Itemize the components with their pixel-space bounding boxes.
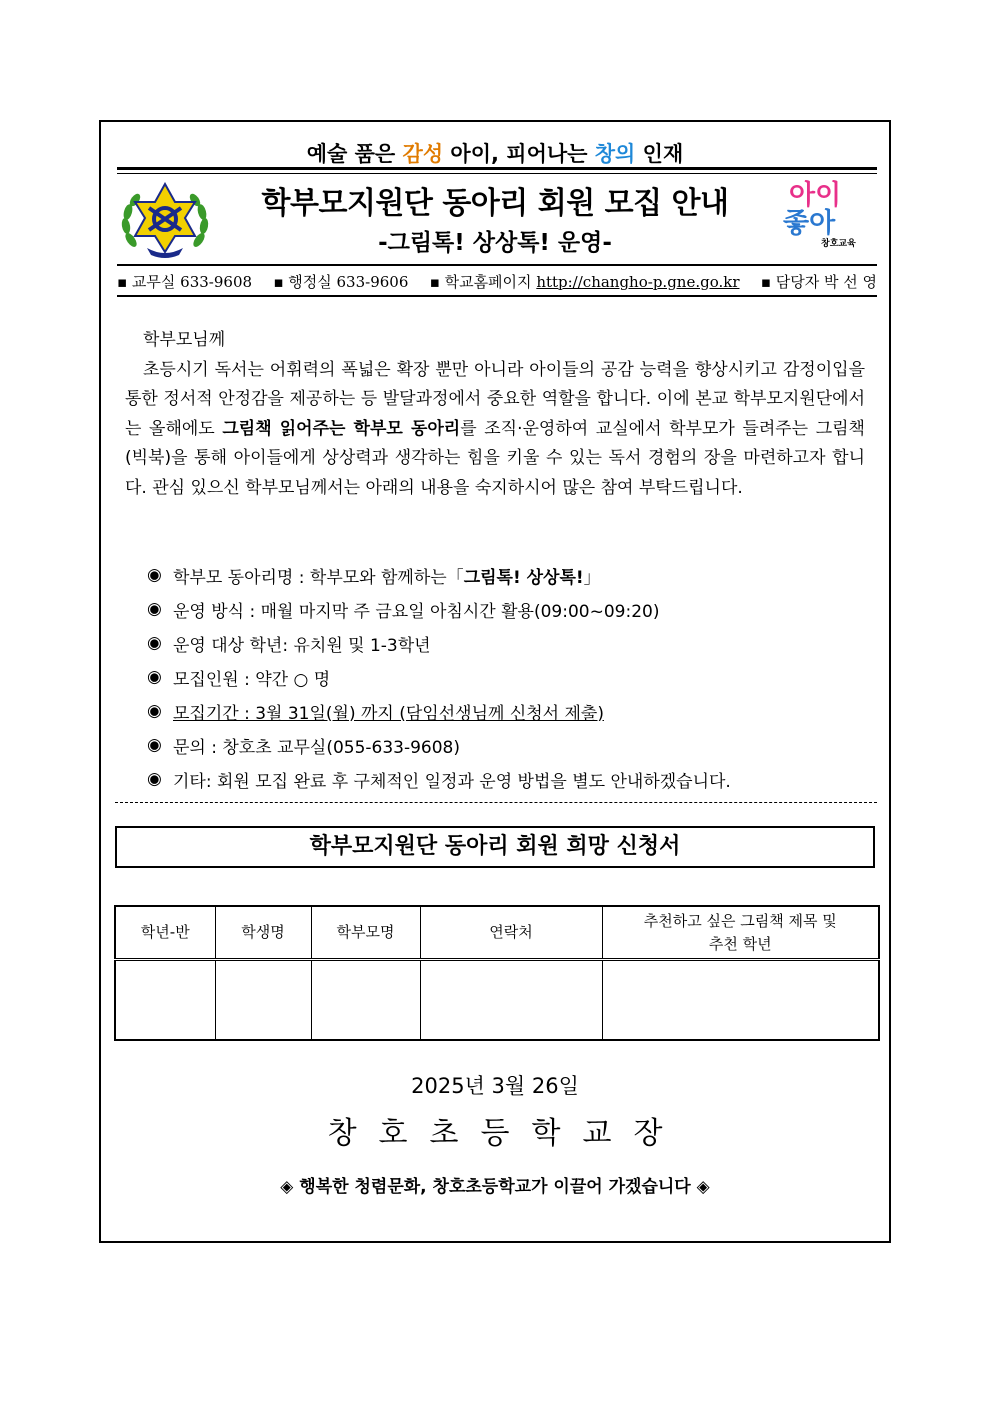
motto-text: 인재 [635, 142, 684, 166]
motto-highlight-emotion: 감성 [402, 142, 444, 166]
principal-signature: 창호초등학교장 [327, 1116, 685, 1151]
table-header-row [115, 906, 879, 960]
cell-recommendation-input[interactable] [602, 960, 879, 1041]
bullet-icon: ◉ [147, 667, 162, 687]
item-text: 」 [583, 567, 601, 588]
application-table [114, 905, 880, 1041]
letter-greeting: 학부모님께 [143, 330, 226, 350]
list-item [147, 728, 731, 762]
document-frame [99, 120, 891, 1243]
item-text: 기타: 회원 모집 완료 후 구체적인 일정과 운영 방법을 별도 안내하겠습니다. [173, 771, 731, 792]
letter-body [125, 326, 865, 503]
paragraph-text: 를 조직·운영하여 교실에서 학부모가 들려주는 그림책(빅북)을 통해 아이들에게 상상력과 생각하는 힘을 키울 수 있는 독서 경험의 장을 마련하고자 합니다. 관심 있으신 학부모님께서는 아래의 내용을 숙지하시어 많은 참여 부탁드립니다. [125, 418, 865, 498]
contact-office: ▪ 교무실 633-9608 [117, 272, 253, 291]
list-item [147, 592, 731, 626]
header-rule-thin [117, 173, 877, 174]
program-logo [783, 182, 873, 262]
contact-homepage [430, 271, 740, 292]
cut-line [115, 802, 877, 803]
cell-parent-input[interactable] [311, 960, 420, 1041]
bullet-icon: ◉ [147, 701, 162, 721]
header-rule [117, 167, 877, 170]
cell-student-input[interactable] [215, 960, 311, 1041]
logo-caption: 창호교육 [821, 239, 856, 249]
motto-text: 예술 품은 [306, 142, 403, 166]
bullet-icon: ◉ [147, 735, 162, 755]
document-date: 2025년 3월 26일 [411, 1074, 579, 1098]
column-header-parent: 학부모명 [311, 906, 420, 960]
footer-slogan: ◈ 행복한 청렴문화, 창호초등학교가 이끌어 가겠습니다 ◈ [280, 1177, 710, 1197]
item-text: 문의 : 창호초 교무실(055-633-9608) [173, 737, 461, 758]
bullet-icon: ◉ [147, 769, 162, 789]
homepage-link[interactable]: http://changho-p.gne.go.kr [536, 272, 740, 291]
school-motto [101, 138, 889, 168]
info-list [147, 558, 731, 796]
motto-highlight-creativity: 창의 [594, 142, 636, 166]
item-text: 모집인원 : 약간 ○ 명 [173, 669, 331, 690]
motto-text: 아이, 피어나는 [443, 142, 595, 166]
list-item [147, 626, 731, 660]
item-text: 학부모 동아리명 : 학부모와 함께하는「 [173, 567, 464, 588]
item-text: 모집기간 : 3월 31일(월) 까지 (담임선생님께 신청서 제출) [173, 703, 604, 724]
column-header-recommendation [602, 906, 879, 960]
page-title: 학부모지원단 동아리 회원 모집 안내 [261, 186, 729, 221]
list-item [147, 660, 731, 694]
header-line: 추천 학년 [708, 934, 772, 953]
table-row [115, 960, 879, 1041]
contact-manager: ▪ 담당자 박 선 영 [760, 272, 877, 291]
cell-contact-input[interactable] [420, 960, 602, 1041]
header-line: 추천하고 싶은 그림책 제목 및 [643, 911, 837, 930]
contact-bar [117, 269, 877, 293]
list-item [147, 762, 731, 796]
item-text: 운영 방식 : 매월 마지막 주 금요일 아침시간 활용(09:00~09:20) [173, 601, 660, 622]
bullet-icon: ◉ [147, 565, 162, 585]
column-header-student: 학생명 [215, 906, 311, 960]
homepage-label: ▪ 학교홈페이지 [429, 272, 537, 291]
logo-text-top: 아이 [789, 180, 842, 211]
list-item [147, 558, 731, 592]
header-bottom-rule [117, 264, 877, 266]
letter-paragraph [125, 356, 865, 504]
contact-admin: ▪ 행정실 633-9606 [273, 272, 409, 291]
form-title: 학부모지원단 동아리 회원 희망 신청서 [115, 826, 875, 868]
item-text: 운영 대상 학년: 유치원 및 1-3학년 [173, 635, 431, 656]
column-header-contact: 연락처 [420, 906, 602, 960]
cell-class-input[interactable] [115, 960, 215, 1041]
bullet-icon: ◉ [147, 633, 162, 653]
paragraph-text: 초등시기 독서는 어휘력의 폭넓은 확장 뿐만 아니라 아이들의 공감 능력을 향상시키고 감정이입을 통한 정서적 안정감을 제공하는 등 발달과정에서 중요한 역할을 합니다. 이에 본교 학부모지원단에서는 올해에도 [125, 359, 865, 439]
paragraph-emphasis: 그림책 읽어주는 학부모 동아리 [222, 418, 461, 439]
list-item [147, 694, 731, 728]
item-emphasis: 그림톡! 상상톡! [463, 567, 584, 588]
bullet-icon: ◉ [147, 599, 162, 619]
page-subtitle: -그림톡! 상상톡! 운영- [378, 230, 612, 256]
logo-text-bottom: 좋아 [783, 208, 836, 239]
contact-bottom-rule [117, 295, 877, 297]
column-header-class: 학년-반 [115, 906, 215, 960]
